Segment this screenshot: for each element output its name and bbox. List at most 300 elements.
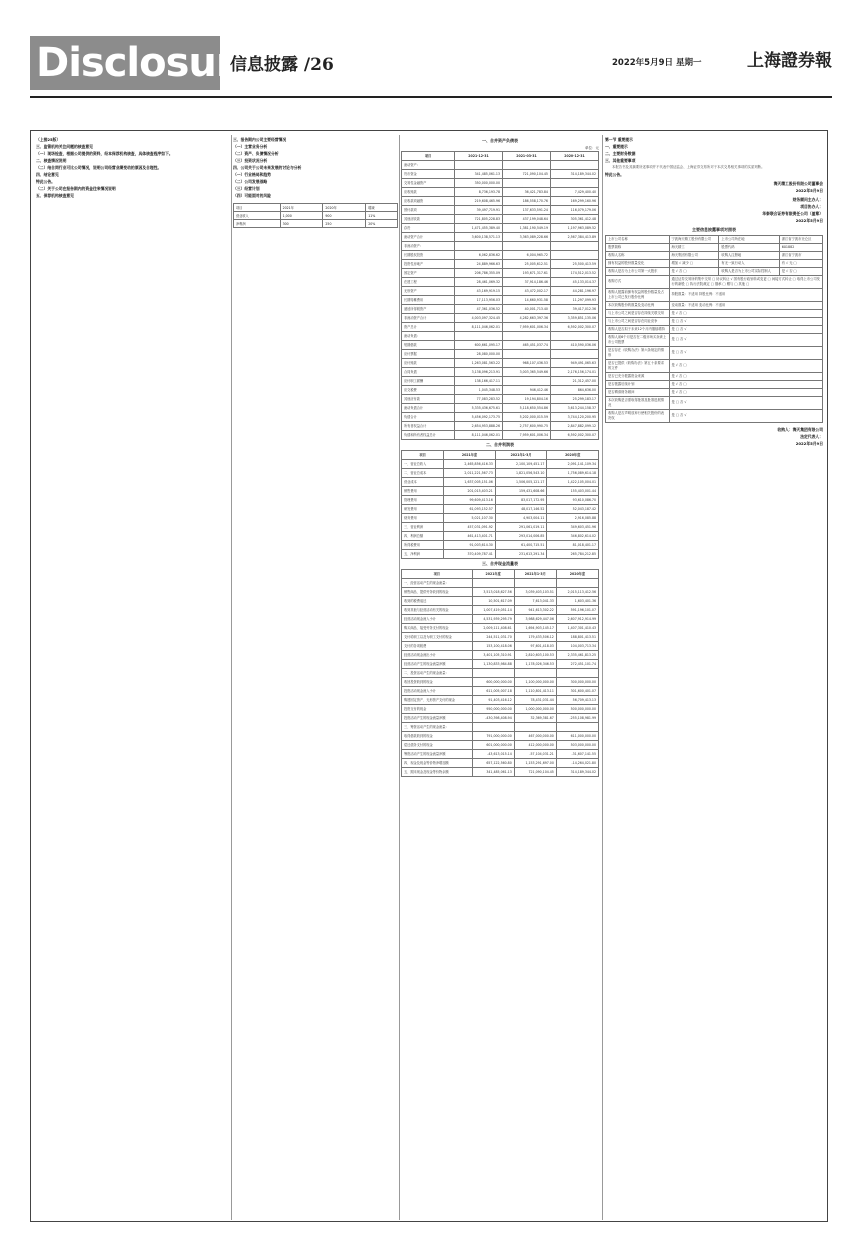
table-row bbox=[402, 696, 599, 705]
table-row bbox=[402, 197, 599, 206]
table-cell: 购买商品、接受劳务支付的现金 bbox=[402, 624, 473, 633]
table-cell: 投资支付的现金 bbox=[402, 705, 473, 714]
table-row bbox=[402, 651, 599, 660]
section-title: 信息披露 /26 bbox=[230, 55, 334, 75]
column-1 bbox=[36, 136, 229, 1216]
table-cell: 负债合计 bbox=[402, 413, 455, 422]
table-cell: 37,914,186.46 bbox=[502, 278, 550, 287]
table-cell: 管理费用 bbox=[402, 496, 444, 505]
table-cell: 3,039,403,103.51 bbox=[514, 588, 556, 597]
table-cell: 所得税费用 bbox=[402, 541, 444, 550]
table-cell: 一、经营活动产生的现金流量： bbox=[402, 579, 473, 588]
table-cell: 155,403,001.44 bbox=[547, 487, 599, 496]
column-divider bbox=[399, 135, 400, 1220]
table-cell: 是否已充分披露资金来源 bbox=[606, 372, 670, 380]
table-cell: 1,422,105,004.01 bbox=[547, 478, 599, 487]
table-row bbox=[402, 233, 599, 242]
table-cell: 与上市公司之间是否存在同业竞争 bbox=[606, 317, 670, 325]
table-row bbox=[234, 212, 398, 220]
table-cell: 601882 bbox=[779, 243, 822, 251]
table-cell: 2,009,111,408.61 bbox=[472, 624, 514, 633]
table-cell: 10,501,617.09 bbox=[472, 597, 514, 606]
table-row bbox=[402, 323, 599, 332]
table-row bbox=[402, 597, 599, 606]
table-cell: 非流动资产合计 bbox=[402, 314, 455, 323]
table-cell: 99,609,413.16 bbox=[444, 496, 496, 505]
table-cell: 6,004,965.72 bbox=[502, 251, 550, 260]
table-cell: 1,000,000,000.00 bbox=[514, 705, 556, 714]
table-cell: 314,189,344.02 bbox=[556, 768, 598, 777]
table-row bbox=[402, 161, 599, 170]
income-statement-table bbox=[401, 450, 599, 559]
table-row bbox=[606, 409, 823, 422]
table-cell: 1,153,291,697.00 bbox=[514, 759, 556, 768]
table-cell: 经营活动现金流出小计 bbox=[402, 651, 473, 660]
table-row bbox=[402, 404, 599, 413]
table-cell: 7,613,041.33 bbox=[514, 597, 556, 606]
table-row bbox=[402, 368, 599, 377]
table-cell: 28,080,000.00 bbox=[455, 350, 503, 359]
column-header: 2021年1-3月 bbox=[514, 570, 556, 579]
table-cell: 收购人名称 bbox=[606, 251, 670, 259]
column-header: 2021-12-31 bbox=[455, 152, 503, 161]
table-cell: 7,959,601,006.34 bbox=[502, 431, 550, 440]
table-cell bbox=[550, 332, 598, 341]
table-cell: 25,005,612.51 bbox=[502, 260, 550, 269]
table-cell: 资产总计 bbox=[402, 323, 455, 332]
column-4-body bbox=[605, 137, 823, 178]
table-cell: 169,299,160.96 bbox=[550, 197, 598, 206]
table-cell: 通过证券交易所的集中交易 □ 协议转让 √ 国有股行政划转或变更 □ 间接方式转让 □ 取得上市公司发行的新股 □ 执行法院裁定 □ 继承 □ 赠与 □ 其他 □ bbox=[669, 275, 823, 288]
table-cell: 301,600,401.07 bbox=[556, 687, 598, 696]
table-cell: 611,000,000.00 bbox=[556, 732, 598, 741]
table-cell: 净利润 bbox=[234, 220, 281, 228]
table-cell: 流动资产： bbox=[402, 161, 455, 170]
table-cell: 上市公司名称 bbox=[606, 235, 670, 243]
table-header-row bbox=[402, 152, 599, 161]
signature-line: 2022年5月9日 bbox=[795, 187, 823, 193]
table-cell: 流动负债： bbox=[402, 332, 455, 341]
table-cell bbox=[550, 350, 598, 359]
table-cell: 支付给职工以及为职工支付的现金 bbox=[402, 633, 473, 642]
issue-date: 2022年5月9日 星期一 bbox=[612, 58, 702, 68]
table-row bbox=[402, 750, 599, 759]
table-cell: 272,451,101.74 bbox=[556, 660, 598, 669]
table-row bbox=[402, 523, 599, 532]
table-cell: 3,401,105,310.91 bbox=[472, 651, 514, 660]
cashflow-table bbox=[401, 569, 599, 777]
table-row bbox=[606, 333, 823, 346]
table-cell: 长期股权投资 bbox=[402, 251, 455, 260]
table-cell: 179,433,506.12 bbox=[514, 633, 556, 642]
table-cell: 250 bbox=[323, 220, 366, 228]
table-cell: 预付款项 bbox=[402, 206, 455, 215]
table-row bbox=[402, 287, 599, 296]
table-cell: 1,000 bbox=[280, 212, 323, 220]
table-cell: 968,107,436.53 bbox=[502, 359, 550, 368]
table-row bbox=[402, 413, 599, 422]
table-cell: 五、净利润 bbox=[402, 550, 444, 559]
table-cell: 8,111,046,062.01 bbox=[455, 323, 503, 332]
table-cell: 是 □ 否 √ bbox=[669, 325, 823, 333]
table-cell: 8,736,193.78 bbox=[455, 188, 503, 197]
table-cell bbox=[502, 350, 550, 359]
table-cell bbox=[550, 251, 598, 260]
table-cell: 44,281,196.97 bbox=[550, 287, 598, 296]
table-cell: 是 □ 否 √ bbox=[669, 396, 823, 409]
table-cell: 503,000,000.00 bbox=[556, 741, 598, 750]
table-cell: 11,297,099.93 bbox=[550, 296, 598, 305]
table-row bbox=[606, 275, 823, 288]
table-cell: 7,429,400.40 bbox=[550, 188, 598, 197]
table-row bbox=[402, 505, 599, 514]
table-cell: 偿还债务支付的现金 bbox=[402, 741, 473, 750]
table-row bbox=[402, 260, 599, 269]
table-cell: 5,021,107.30 bbox=[444, 514, 496, 523]
table-cell: 188,801,413.51 bbox=[556, 633, 598, 642]
table-cell: 159,431,608.66 bbox=[495, 487, 547, 496]
column-header: 增减 bbox=[366, 204, 398, 212]
table-cell: 3,138,096,213.91 bbox=[455, 368, 503, 377]
table-cell: 36,421,783.84 bbox=[502, 188, 550, 197]
table-cell: 是否已提供《收购办法》第五十条要求的文件 bbox=[606, 359, 670, 372]
table-cell: 递延所得税资产 bbox=[402, 305, 455, 314]
table-cell: 2,335,461,813.25 bbox=[556, 651, 598, 660]
table-row bbox=[402, 660, 599, 669]
column-header: 项目 bbox=[402, 570, 473, 579]
table-cell: 1,130,833,984.88 bbox=[472, 660, 514, 669]
table-header-row bbox=[402, 570, 599, 579]
section-heading: （一）行业格局和趋势 bbox=[233, 172, 271, 177]
table-cell bbox=[502, 377, 550, 386]
column-divider bbox=[231, 135, 232, 1220]
table-row bbox=[402, 431, 599, 440]
table-cell: 固定资产 bbox=[402, 269, 455, 278]
table-cell: 其他应付款 bbox=[402, 395, 455, 404]
table-cell: 浙江省宁波市 bbox=[779, 251, 822, 259]
table-cell bbox=[472, 669, 514, 678]
table-cell: 293,014,006.85 bbox=[495, 532, 547, 541]
table-row bbox=[402, 723, 599, 732]
table-cell: 1,110,801,413.11 bbox=[514, 687, 556, 696]
table-cell: 四、现金及现金等价物净增加额 bbox=[402, 759, 473, 768]
table-cell: 1,694,903,145.17 bbox=[514, 624, 556, 633]
table-cell: 91,403,416.12 bbox=[472, 696, 514, 705]
table-cell: 2,757,600,990.75 bbox=[502, 422, 550, 431]
table-cell: 81,018,401.17 bbox=[547, 541, 599, 550]
table-cell: 是否存在《收购办法》第六条规定的情形 bbox=[606, 346, 670, 359]
table-cell: 244,511,031.70 bbox=[472, 633, 514, 642]
table-row bbox=[402, 741, 599, 750]
table-cell: 25,299,183.17 bbox=[550, 395, 598, 404]
section-heading: （上接25版） bbox=[36, 137, 61, 142]
table-cell: 7,959,601,006.34 bbox=[502, 323, 550, 332]
table-cell: 收回投资收到的现金 bbox=[402, 678, 473, 687]
table-cell: 28,461,069.32 bbox=[455, 278, 503, 287]
table-cell: 2,607,912,914.99 bbox=[556, 615, 598, 624]
table-cell bbox=[556, 579, 598, 588]
table-cell: 收到其他与经营活动有关的现金 bbox=[402, 606, 473, 615]
table-cell: 所有者权益合计 bbox=[402, 422, 455, 431]
table-row bbox=[402, 206, 599, 215]
table-row bbox=[606, 309, 823, 317]
table-cell: 持股数量：不适用 持股比例：不适用 bbox=[669, 288, 823, 301]
table-cell: 本次收购股份的数量及变动比例 bbox=[606, 301, 670, 309]
section-heading: （三）经营计划 bbox=[233, 186, 260, 191]
section-heading: 特此公告。 bbox=[605, 171, 624, 177]
table-cell: 销售费用 bbox=[402, 487, 444, 496]
section-wordmark: Disclosure bbox=[30, 36, 220, 90]
table-row bbox=[606, 251, 823, 259]
table-cell: 137,633,591.24 bbox=[502, 206, 550, 215]
table-cell: 2,176,156,174.01 bbox=[550, 368, 598, 377]
bottom-signature bbox=[605, 427, 823, 447]
table-cell: 拥有权益的股份数量变化 bbox=[606, 259, 670, 267]
table-row bbox=[606, 380, 823, 388]
table-row bbox=[402, 224, 599, 233]
table-cell: 611,005,007.18 bbox=[472, 687, 514, 696]
table-cell: 取得借款收到的现金 bbox=[402, 732, 473, 741]
table-cell: 231,613,291.34 bbox=[495, 550, 547, 559]
table-cell: 17,113,956.03 bbox=[455, 296, 503, 305]
table-cell bbox=[550, 161, 598, 170]
table-cell bbox=[556, 669, 598, 678]
table-cell: 4,531,939,295.79 bbox=[472, 615, 514, 624]
table-cell: 上市公司所在地 bbox=[719, 235, 779, 243]
table-cell: 合同负债 bbox=[402, 368, 455, 377]
table-cell: 收购人注册地 bbox=[719, 251, 779, 259]
table-cell: 721,805,228.83 bbox=[455, 215, 503, 224]
section-heading: （二）资产、负债情况分析 bbox=[233, 151, 279, 156]
table-row bbox=[402, 188, 599, 197]
table-cell: 是 □ 否 √ bbox=[669, 346, 823, 359]
table-cell: 56,709,413.13 bbox=[556, 696, 598, 705]
table-row bbox=[402, 296, 599, 305]
signature-line: 收购人：海天集团有限公司 bbox=[777, 426, 823, 432]
table-cell: 是 □ 否 √ bbox=[669, 333, 823, 346]
table-row bbox=[402, 615, 599, 624]
table-cell: 2,465,856,416.33 bbox=[444, 460, 496, 469]
signature-line: 项目协办人： bbox=[800, 203, 823, 209]
table-cell: 股票简称 bbox=[606, 243, 670, 251]
table-header-row bbox=[402, 451, 599, 460]
signature-line: 财务顾问主办人： bbox=[792, 196, 823, 202]
table-row bbox=[606, 359, 823, 372]
table-cell: 305,361,412.48 bbox=[550, 215, 598, 224]
table-cell: 3,600,138,571.13 bbox=[455, 233, 503, 242]
table-cell: 949,491,065.63 bbox=[550, 359, 598, 368]
table-cell: 24,889,966.63 bbox=[455, 260, 503, 269]
table-cell: 1,637,005,151.06 bbox=[444, 478, 496, 487]
table-cell bbox=[502, 332, 550, 341]
table-cell: 应收账款 bbox=[402, 188, 455, 197]
table-cell: 3,513,018,627.56 bbox=[472, 588, 514, 597]
advisor-signature-block bbox=[605, 197, 823, 224]
table-row bbox=[402, 624, 599, 633]
table-cell: 91,003,614.30 bbox=[444, 541, 496, 550]
table-cell: 是 □ 否 √ bbox=[669, 409, 823, 422]
table-row bbox=[402, 487, 599, 496]
table-cell: 591,196,101.07 bbox=[556, 606, 598, 615]
table-cell: 314,189,344.02 bbox=[550, 170, 598, 179]
table-cell bbox=[502, 242, 550, 251]
income-statement-title: 二、合并利润表 bbox=[486, 442, 514, 447]
table-cell: 有 √ 无 □ bbox=[779, 259, 822, 267]
table-cell: 五、期末现金及现金等价物余额 bbox=[402, 768, 473, 777]
table-cell bbox=[455, 242, 503, 251]
column-header: 2021年度 bbox=[444, 451, 496, 460]
table-row bbox=[402, 179, 599, 188]
table-cell: 2,567,384,413.89 bbox=[550, 233, 598, 242]
table-row bbox=[402, 496, 599, 505]
table-cell: 77,083,283.52 bbox=[455, 395, 503, 404]
table-row bbox=[606, 259, 823, 267]
table-row bbox=[402, 732, 599, 741]
table-cell: 601,000,000.00 bbox=[472, 741, 514, 750]
table-cell: -255,108,981.99 bbox=[556, 714, 598, 723]
table-cell: 2,847,882,099.12 bbox=[550, 422, 598, 431]
table-cell: 收购人是否为上市公司第一大股东 bbox=[606, 267, 670, 275]
table-cell: 收购人披露前拥有权益的股份数量及占上市公司已发行股份比例 bbox=[606, 288, 670, 301]
table-cell: 219,608,465.96 bbox=[455, 197, 503, 206]
section-heading: （二）公司发展战略 bbox=[233, 179, 268, 184]
table-header-row bbox=[234, 204, 398, 212]
table-cell: 43,472,002.17 bbox=[502, 287, 550, 296]
table-cell: -31,607,141.55 bbox=[556, 750, 598, 759]
table-cell: 437,199,048.64 bbox=[502, 215, 550, 224]
table-row bbox=[606, 301, 823, 309]
table-cell: 900 bbox=[323, 212, 366, 220]
table-cell: 浙江省宁波市北仑区 bbox=[779, 235, 822, 243]
table-row bbox=[402, 314, 599, 323]
column-header: 项目 bbox=[234, 204, 281, 212]
table-cell bbox=[550, 242, 598, 251]
table-cell: 应交税费 bbox=[402, 386, 455, 395]
section-heading: 五、保荐机构核查意见 bbox=[36, 193, 74, 198]
table-row bbox=[402, 251, 599, 260]
table-row bbox=[402, 460, 599, 469]
table-cell: 营业收入 bbox=[234, 212, 281, 220]
table-cell: 存货 bbox=[402, 224, 455, 233]
table-row bbox=[402, 422, 599, 431]
table-cell: 5,456,092,173.75 bbox=[455, 413, 503, 422]
cashflow-title: 三、合并现金流量表 bbox=[482, 561, 518, 566]
table-row bbox=[606, 267, 823, 275]
table-cell: 1,007,419,051.14 bbox=[472, 606, 514, 615]
table-cell: 是 √ 否 □ bbox=[669, 380, 823, 388]
table-cell: 在建工程 bbox=[402, 278, 455, 287]
table-cell: 是否披露后续计划 bbox=[606, 380, 670, 388]
table-cell: 48,017,146.52 bbox=[495, 505, 547, 514]
table-cell: 4,282,663,397.36 bbox=[502, 314, 550, 323]
table-cell: 有无一致行动人 bbox=[719, 259, 779, 267]
section-heading: 二、主要财务数据 bbox=[605, 151, 636, 156]
table-cell: 5,335,436,675.61 bbox=[455, 404, 503, 413]
table-cell: 海天精工 bbox=[669, 243, 719, 251]
table-cell: -43,613,015.14 bbox=[472, 750, 514, 759]
body-paragraph: 本报告书及其摘要所述事项并不代表中国证监会、上海证券交易所对于本次交易相关事项的实质判断。 bbox=[612, 165, 765, 169]
table-cell: 2,100,109,451.17 bbox=[495, 460, 547, 469]
summary-table bbox=[233, 203, 398, 228]
table-cell: 349,603,451.96 bbox=[547, 523, 599, 532]
table-cell: 4,003,097,324.45 bbox=[455, 314, 503, 323]
table-cell: 32,369,381.67 bbox=[514, 714, 556, 723]
paper-name: 上海證券報 bbox=[747, 51, 832, 71]
section-heading: 三、监管机构关注问题的核查意见 bbox=[36, 144, 93, 149]
section-heading: 二、核查情况说明 bbox=[36, 158, 67, 163]
table-row bbox=[402, 541, 599, 550]
table-cell: 是 □ 否 √ bbox=[669, 317, 823, 325]
section-heading: 三、报告期内公司主要经营情况 bbox=[233, 137, 287, 142]
table-cell: 47,361,036.52 bbox=[455, 305, 503, 314]
table-cell: 经营活动产生的现金流量净额 bbox=[402, 660, 473, 669]
table-cell: 457,031,091.92 bbox=[444, 523, 496, 532]
table-cell: 本次收购是否需取得批准及批准进展情况 bbox=[606, 396, 670, 409]
column-header: 2021年1-3月 bbox=[495, 451, 547, 460]
section-heading: （三）投资状况分析 bbox=[233, 158, 268, 163]
table-cell: 341,485,061.13 bbox=[455, 170, 503, 179]
table-row bbox=[402, 579, 599, 588]
table-cell: 201,015,403.21 bbox=[444, 487, 496, 496]
table-row bbox=[402, 386, 599, 395]
table-cell: 3,363,089,228.66 bbox=[502, 233, 550, 242]
table-row bbox=[606, 325, 823, 333]
table-cell: 1,756,089,614.18 bbox=[547, 469, 599, 478]
table-cell: -14,264,021.80 bbox=[556, 759, 598, 768]
table-cell: -57,104,031.21 bbox=[514, 750, 556, 759]
masthead bbox=[30, 36, 832, 92]
table-cell: 78,431,031.44 bbox=[514, 696, 556, 705]
table-cell: 1,471,455,389.40 bbox=[455, 224, 503, 233]
table-cell: 一、营业总收入 bbox=[402, 460, 444, 469]
table-row bbox=[402, 478, 599, 487]
table-cell bbox=[514, 579, 556, 588]
table-cell: 其他应收款 bbox=[402, 215, 455, 224]
table-cell: 206,786,355.09 bbox=[455, 269, 503, 278]
table-row bbox=[402, 350, 599, 359]
table-row bbox=[402, 768, 599, 777]
column-header: 2020年 bbox=[323, 204, 366, 212]
table-cell: 43,169,919.15 bbox=[455, 287, 503, 296]
table-cell: 3,359,851,135.06 bbox=[550, 314, 598, 323]
table-cell: 186,558,170.76 bbox=[502, 197, 550, 206]
table-cell: 非流动资产： bbox=[402, 242, 455, 251]
table-row bbox=[402, 532, 599, 541]
table-cell: 97,601,418.03 bbox=[514, 642, 556, 651]
table-cell bbox=[514, 723, 556, 732]
table-cell: 长期待摊费用 bbox=[402, 296, 455, 305]
table-cell: 39,497,719.91 bbox=[455, 206, 503, 215]
section-heading: 特此公告。 bbox=[36, 179, 55, 184]
column-2-body bbox=[233, 137, 398, 199]
table-cell: 600,000,000.00 bbox=[472, 678, 514, 687]
table-cell: 是 √ 否 □ bbox=[669, 267, 719, 275]
table-cell: 1,381,190,549.19 bbox=[502, 224, 550, 233]
table-row bbox=[402, 687, 599, 696]
table-cell: 1,100,000,000.00 bbox=[514, 678, 556, 687]
section-heading: （二）关于公司在报告期内的资金往来情况说明 bbox=[36, 186, 116, 191]
table-row bbox=[402, 242, 599, 251]
table-cell: 收购人是否声明放弃行使相关股份的表决权 bbox=[606, 409, 670, 422]
table-cell: 流动负债合计 bbox=[402, 404, 455, 413]
table-cell: 461,413,401.71 bbox=[444, 532, 496, 541]
column-header: 2020年度 bbox=[556, 570, 598, 579]
table-cell: 657,122,560.80 bbox=[472, 759, 514, 768]
table-row bbox=[402, 215, 599, 224]
table-cell: 是 √ 否 □ bbox=[779, 267, 822, 275]
table-row bbox=[402, 669, 599, 678]
disclosure-table-title: 主要信息披露事项对照表 bbox=[692, 226, 736, 232]
